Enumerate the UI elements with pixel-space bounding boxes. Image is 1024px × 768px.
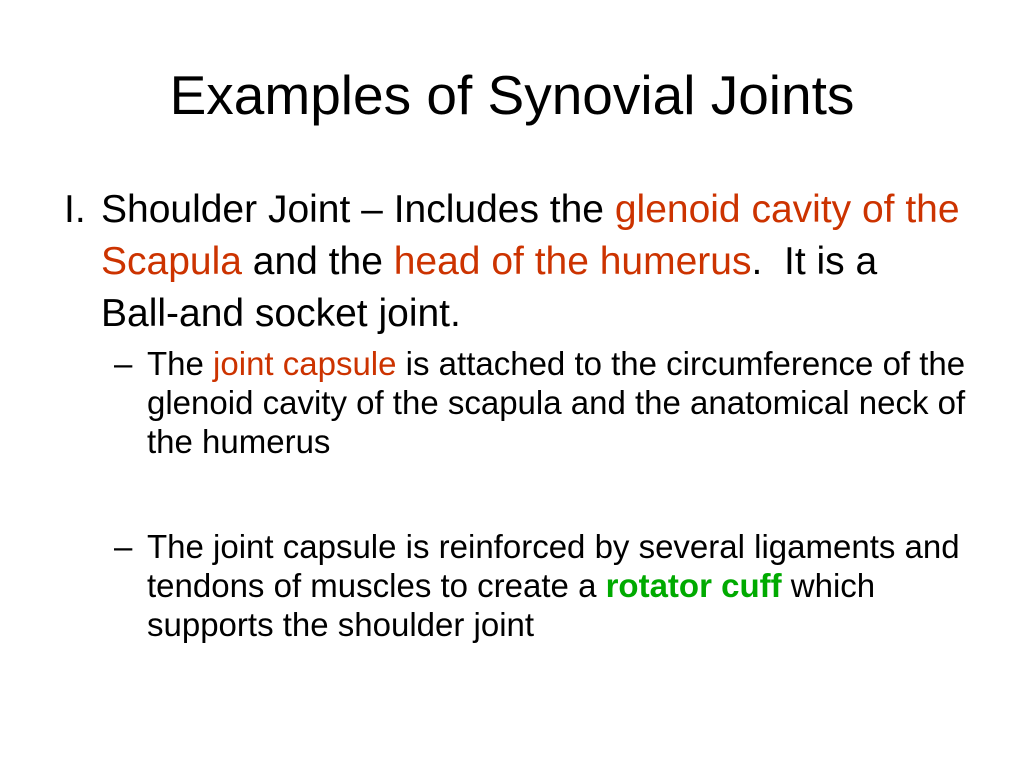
sub-bullet-marker: –: [114, 345, 133, 382]
bullet-shoulder-joint: [64, 184, 964, 340]
sub-bullet-text: [114, 344, 974, 461]
highlight-head-of-humerus: head of the humerus: [393, 240, 752, 283]
text-segment: . It is a Ball-and socket joint.: [101, 240, 889, 335]
bullet-text: [64, 184, 964, 340]
text-segment: and the: [241, 240, 394, 283]
sub-bullet-text: [114, 527, 974, 644]
text-segment: Shoulder Joint – Includes the: [101, 188, 615, 231]
text-segment: is attached to the circumference of the glenoid cavity of the scapula and the anatomical neck of the humerus: [147, 345, 966, 460]
sub-bullet-rotator-cuff: [114, 527, 974, 644]
highlight-rotator-cuff: rotator cuff: [605, 567, 782, 604]
text-segment: The: [147, 345, 214, 382]
sub-bullet-marker: –: [114, 528, 133, 565]
text-segment: which supports the shoulder joint: [147, 567, 876, 643]
text-segment: The joint capsule is reinforced by several ligaments and tendons of muscles to create a: [147, 528, 960, 604]
highlight-joint-capsule: joint capsule: [213, 345, 397, 382]
sub-bullet-joint-capsule-attachment: [114, 344, 974, 461]
highlight-glenoid-cavity: glenoid cavity of the Scapula: [101, 188, 960, 283]
bullet-marker: I.: [64, 188, 86, 231]
slide-title: Examples of Synovial Joints: [169, 64, 855, 126]
